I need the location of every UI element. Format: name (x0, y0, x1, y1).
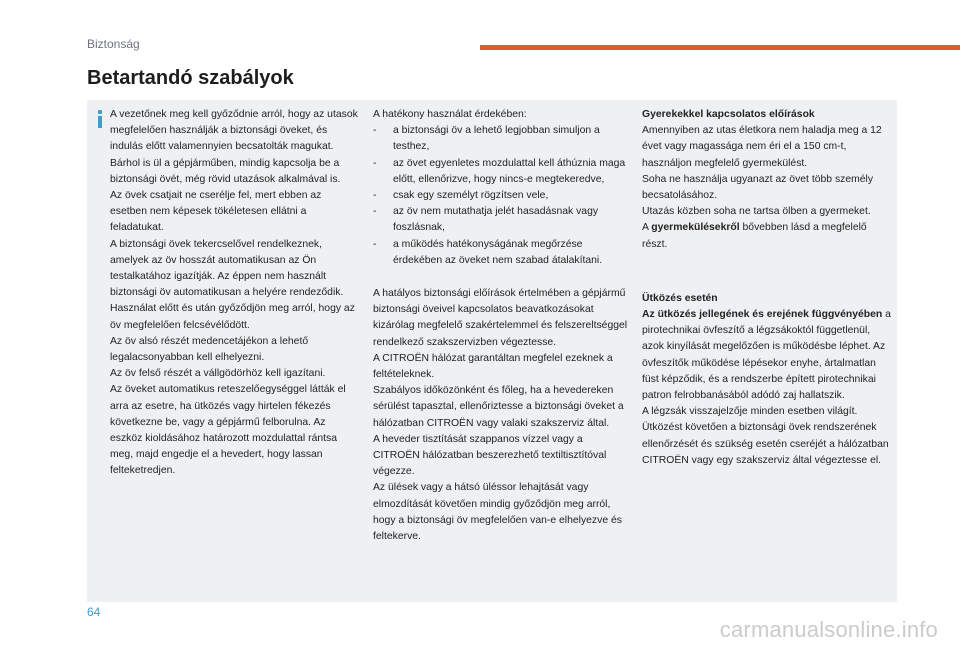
paragraph: Amennyiben az utas életkora nem haladja meg a 12 évet vagy magassága nem éri el a 150 cm-t, használjon megfelelő gyermekülést. (642, 125, 882, 169)
paragraph: Ütközést követően a biztonsági övek rendszerének ellenőrzését és szükség esetén cseréjét a hálózatban CITROËN vagy egy szakszerviz által végeztesse el. (642, 422, 889, 466)
collision-emphasis: Az ütközés jellegének és erejének függvényében (642, 309, 883, 321)
reference-suffix: bővebben lásd a megfelelő részt. (642, 222, 867, 250)
reference-keyword: gyermekülésekről (651, 222, 740, 234)
paragraph: A heveder tisztítását szappanos vízzel vagy a CITROËN hálózatban beszerezhető textiltisztítóval végezze. (373, 433, 607, 478)
list-item: - a biztonsági öv a lehető legjobban simuljon a testhez, (373, 123, 628, 155)
paragraph: Szabályos időközönként és főleg, ha a hevedereken sérülést tapasztal, ellenőriztesse a biztonsági öveket a hálózatban CITROËN vagy valaki szakszerviz által. (373, 385, 624, 429)
paragraph: Az öv felső részét a vállgödörhöz kell igazítani. (110, 368, 326, 380)
paragraph: Az öveket automatikus reteszelőegységgel látták el arra az esetre, ha ütközés vagy hirtelen fékezés következne be, vagy a gépjármű felborulna. Az eszköz kioldásához határozott mozdulattal rántsa meg, majd engedje el a hevedert, hogy lassan felteketredjen. (110, 384, 346, 477)
paragraph: Bárhol is ül a gépjárműben, mindig kapcsolja be a biztonsági övét, még rövid utazások alkalmával is. (110, 157, 341, 185)
reference-prefix: A (642, 222, 652, 234)
list-item: - az övet egyenletes mozdulattal kell áthúznia maga előtt, ellenőrizve, hogy nincs-e megtekeredve, (373, 156, 628, 188)
paragraph: A CITROËN hálózat garantáltan megfelel ezeknek a feltételeknek. (373, 352, 613, 381)
paragraph: Az ülések vagy a hátsó üléssor lehajtását vagy elmozdítását követően mindig győződjön meg arról, hogy a biztonsági öv megfelelően van-e elhelyezve és feltekerve. (373, 482, 622, 543)
collision-text: a pirotechnikai övfeszítő a légzsákoktól függetlenül, azok kinyílását megelőzően is működésbe léphet. Az övfeszítők működése lépésekor enyhe, ártalmatlan füst képződik, és a rendszerbe épített pirotechnikai patron felrobbanásából adódó zaj hallatszik. (642, 309, 891, 402)
page-title: Betartandó szabályok (87, 67, 294, 89)
paragraph: A vezetőnek meg kell győződnie arról, hogy az utasok megfelelően használják a biztonsági öveket, és indulás előtt valamennyien becsatolták magukat. (110, 109, 358, 153)
usage-list (373, 123, 628, 269)
list-item: - az öv nem mutathatja jelét hasadásnak vagy foszlásnak, (373, 204, 628, 236)
column-effective-use (373, 107, 628, 545)
list-item: - a működés hatékonyságának megőrzése érdekében az öveket nem szabad átalakítani. (373, 237, 628, 269)
page-number: 64 (87, 605, 101, 619)
paragraph: A biztonsági övek tekercselővel rendelkeznek, amelyek az öv hosszát automatikusan az Ön testalkatához igazítják. Az éppen nem használt biztonsági öv automatikusan a helyére rendeződik. (110, 238, 344, 299)
paragraph: Az övek csatjait ne cserélje fel, mert ebben az esetben nem képesek tökéletesen ellátni a feladatukat. (110, 190, 322, 234)
paragraph: Az öv alsó részét medencetájékon a lehető legalacsonyabban kell elhelyezni. (110, 335, 309, 364)
paragraph: A légzsák visszajelzője minden esetben világít. (642, 406, 858, 418)
paragraph: Utazás közben soha ne tartsa ölben a gyermeket. (642, 206, 871, 218)
paragraph: A hatályos biztonsági előírások értelmében a gépjármű biztonsági öveivel kapcsolatos beavatkozásokat kizárólag megfelelő szakértelemmel és felszereltséggel rendelkező szakszervizben végeztesse. (373, 288, 628, 348)
collision-heading: Ütközés esetén (642, 292, 718, 304)
column-children-and-collision (642, 107, 892, 469)
collision-paragraph (642, 307, 892, 404)
watermark: carmanualsonline.info (719, 617, 938, 642)
list-intro: A hatékony használat érdekében: (373, 109, 527, 120)
paragraph: Soha ne használja ugyanazt az övet több személy becsatolásához. (642, 173, 874, 202)
section-label: Biztonság (87, 37, 140, 51)
section-accent-bar (480, 45, 960, 50)
column-general-rules (110, 107, 360, 480)
paragraph: Használat előtt és után győződjön meg arról, hogy az öv megfelelően felcsévélődött. (110, 303, 355, 331)
info-icon (96, 110, 104, 128)
children-heading: Gyerekekkel kapcsolatos előírások (642, 109, 815, 120)
list-item: - csak egy személyt rögzítsen vele, (373, 188, 628, 204)
child-seat-reference (642, 220, 892, 252)
